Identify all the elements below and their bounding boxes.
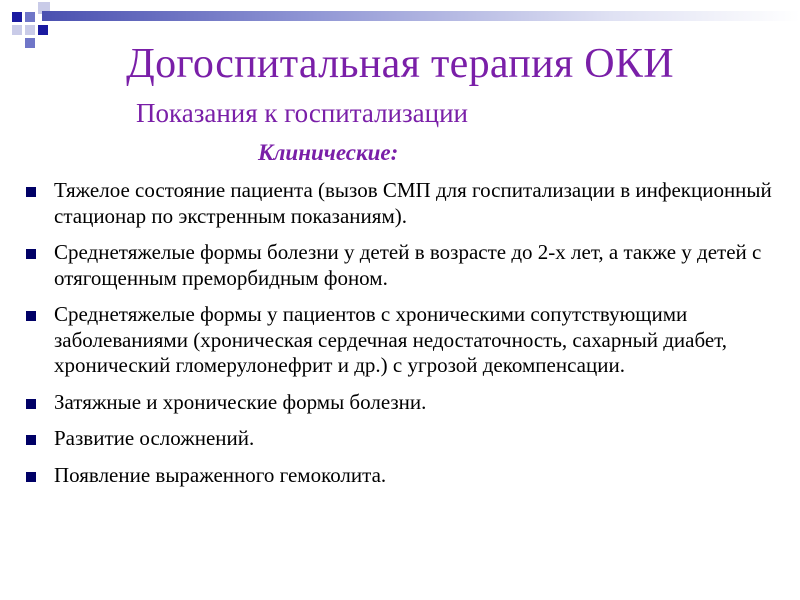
top-gradient-bar [42,11,800,21]
square-bullet-icon [26,435,36,445]
section-heading: Клинические: [258,140,399,165]
corner-square [12,25,22,35]
square-bullet-icon [26,399,36,409]
corner-square [25,12,35,22]
corner-square [38,25,48,35]
square-bullet-icon [26,249,36,259]
list-item [22,178,782,229]
bullet-text: Среднетяжелые формы у пациентов с хроническими сопутствующими заболеваниями (хроническая сердечная недостаточность, сахарный диабет, хронический гломерулонефрит и др.) с угрозой декомпенсации. [54,302,728,377]
square-bullet-icon [26,311,36,321]
list-item [22,240,782,291]
list-item [22,390,782,416]
list-item [22,302,782,379]
bullet-text: Затяжные и хронические формы болезни. [54,389,427,414]
list-item [22,463,782,489]
square-bullet-icon [26,187,36,197]
bullet-text: Среднетяжелые формы болезни у детей в возрасте до 2-х лет, а также у детей с отягощенным преморбидным фоном. [54,240,762,290]
bullet-text: Развитие осложнений. [54,426,255,450]
corner-square [25,25,35,35]
slide-subtitle: Показания к госпитализации [136,98,469,128]
bullet-text: Тяжелое состояние пациента (вызов СМП для госпитализации в инфекционный стационар по экстренным показаниям). [54,178,772,228]
bullet-text: Появление выраженного гемоколита. [54,462,387,487]
list-item [22,426,782,452]
corner-square [12,12,22,22]
bullet-list [22,178,782,499]
slide-title: Догоспитальная терапия ОКИ [126,41,674,87]
square-bullet-icon [26,472,36,482]
